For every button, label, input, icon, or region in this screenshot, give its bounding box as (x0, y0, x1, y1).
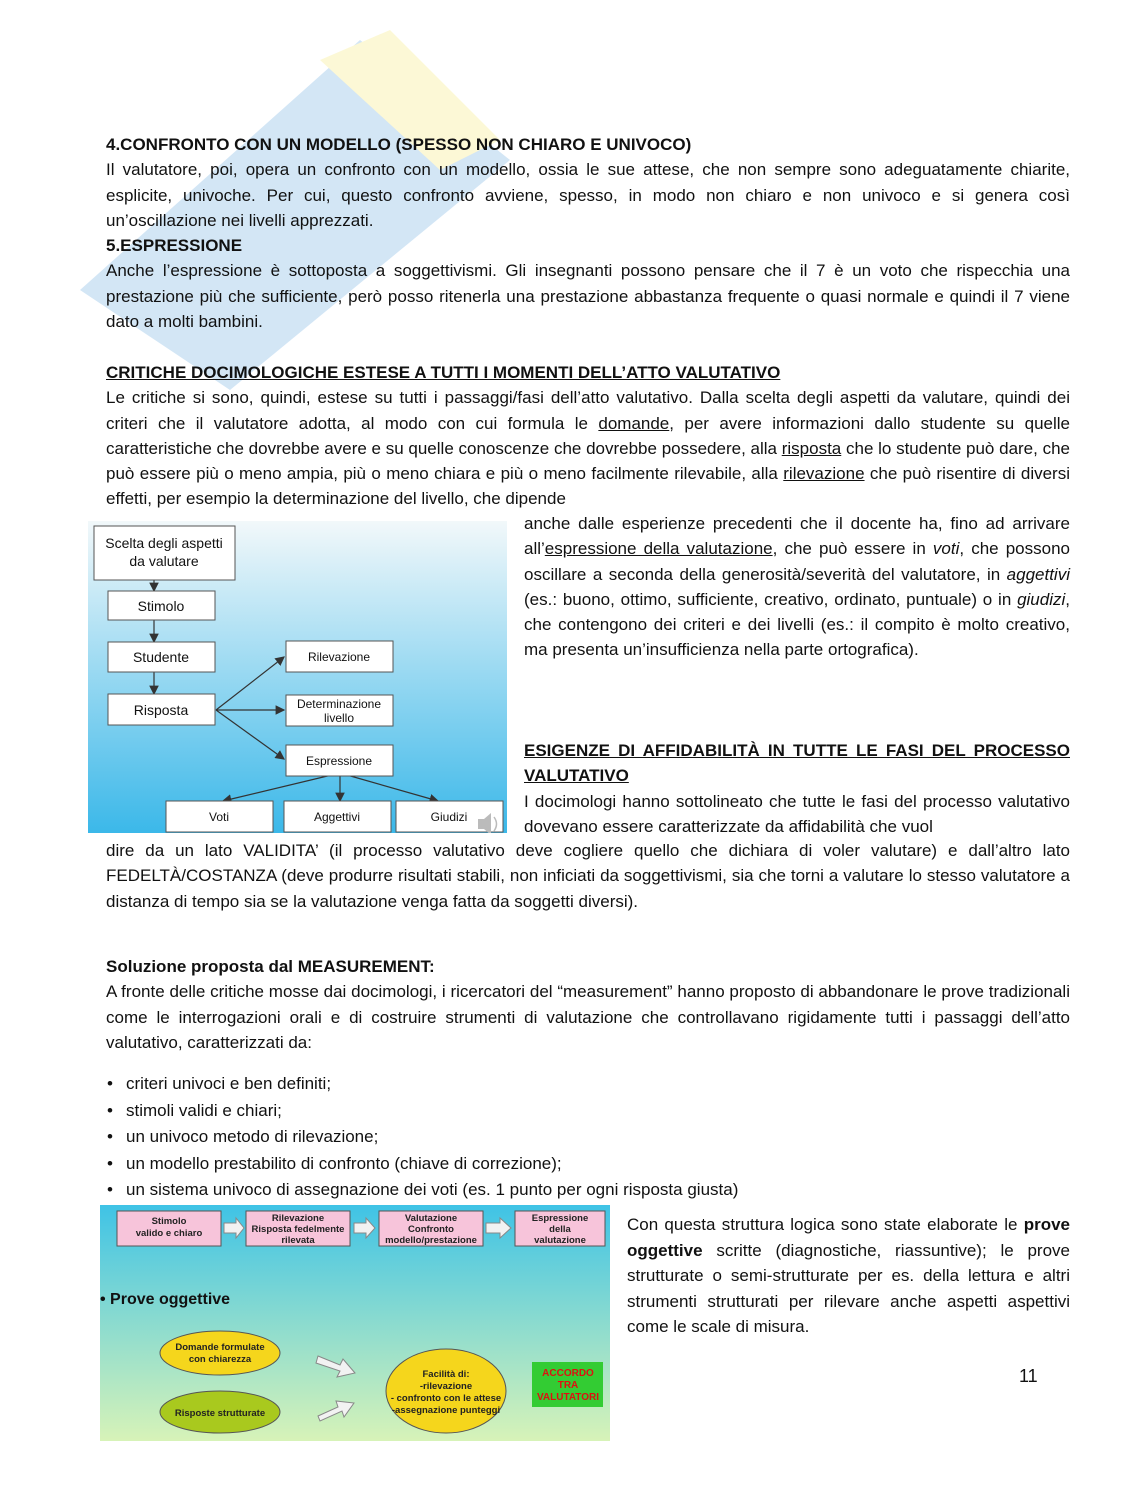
section4-heading: 4.CONFRONTO CON UN MODELLO (SPESSO NON CHIARO E UNIVOCO) (106, 135, 692, 154)
espressione-term: espressione della valutazione (544, 539, 773, 559)
label-aggettivi: Aggettivi (313, 810, 361, 824)
box4-line2: della (549, 1224, 571, 1235)
esigenze-continued (106, 838, 1070, 914)
box1-line2: valido e chiaro (135, 1228, 203, 1239)
giudizi-term: giudizi (1017, 589, 1066, 609)
section5-heading: 5.ESPRESSIONE (106, 236, 243, 256)
diagram-valutazione-fasi (88, 521, 507, 833)
label-voti: Voti (208, 810, 230, 824)
measurement-heading: Soluzione proposta dal MEASUREMENT: (106, 957, 435, 976)
box3-line2: Confronto (408, 1224, 454, 1235)
prove-oggettive-title: • Prove oggettive (100, 1291, 231, 1308)
box3-line3: modello/prestazione (385, 1235, 477, 1246)
list-item: • un sistema univoco di assegnazione dei voti (es. 1 punto per ogni risposta giusta) (106, 1177, 738, 1204)
measurement-text: A fronte delle critiche mosse dai docimologi, i ricercatori del “measurement” hanno proposto di abbandonare le prove tradizionali come le interrogazioni orali e di costruire strumenti di valutazione che controllavano rigidamente tutti i passaggi dell’atto valutativo, caratterizzati da: (106, 982, 1070, 1052)
label-giudizi: Giudizi (430, 810, 468, 824)
oval3-line3: - confronto con le attese (390, 1393, 502, 1404)
domande-term: domande (598, 413, 670, 433)
critiche-continued (524, 511, 1070, 663)
list-item: • un modello prestabilito di confronto (chiave di correzione); (106, 1151, 738, 1178)
esigenze-heading: ESIGENZE DI AFFIDABILITÀ IN TUTTE LE FASI DEL PROCESSO VALUTATIVO (524, 741, 1070, 786)
diagram-prove-oggettive (100, 1205, 610, 1441)
esigenze-wrap-text: I docimologi hanno sottolineato che tutte le fasi del processo valutativo dovevano essere caratterizzate da affidabilità che vuol (524, 791, 1070, 836)
measurement-bullet-list (106, 1071, 738, 1204)
side2-paragraph: Con questa struttura logica sono state elaborate le prove oggettive scritte (diagnostiche, riassuntive); le prove strutturate o semi-strutturate per es. della lettura e altri strumenti strutturati per rilevare anche aspetti aspettivi come le scale di misura. (627, 1215, 1070, 1336)
label-studente: Studente (132, 649, 190, 665)
section4-text: Il valutatore, poi, opera un confronto con un modello, ossia le sue attese, che non sempre sono adeguatamente chiarite, esplicite, univoche. Per cui, questo confronto avviene, spesso, in modo non chiaro e non univoco e si genera così un’oscillazione nei livelli apprezzati. (106, 160, 1070, 230)
critiche-section (106, 360, 1070, 512)
aggettivi-term: aggettivi (1006, 564, 1070, 584)
box2-line3: rilevata (281, 1235, 315, 1246)
page-number: 11 (1019, 1366, 1038, 1386)
measurement-section (106, 954, 1070, 1055)
oval3-line4: -assegnazione punteggi (391, 1405, 501, 1416)
list-item: • un univoco metodo di rilevazione; (106, 1124, 738, 1151)
box4-line3: valutazione (534, 1235, 586, 1246)
box1-line1: Stimolo (151, 1216, 187, 1227)
oval1-line1: Domande formulate (175, 1342, 265, 1353)
label-risposta: Risposta (133, 702, 189, 718)
prove-oggettive-text (627, 1212, 1070, 1340)
accordo-line1: ACCORDO (542, 1368, 594, 1379)
label-rilevazione: Rilevazione (307, 650, 371, 664)
accordo-line2: TRA (557, 1380, 579, 1391)
accordo-line3: VALUTATORI (536, 1392, 600, 1403)
label-scelta-2: da valutare (129, 553, 199, 569)
label-determinazione-2: livello (323, 711, 355, 725)
box2-line2: Risposta fedelmente (251, 1224, 345, 1235)
list-item: • stimoli validi e chiari; (106, 1098, 738, 1125)
box4-line1: Espressione (531, 1213, 589, 1224)
box3-line1: Valutazione (404, 1213, 458, 1224)
rilevazione-term: rilevazione (783, 464, 865, 484)
critiche-heading: CRITICHE DOCIMOLOGICHE ESTESE A TUTTI I MOMENTI DELL’ATTO VALUTATIVO (106, 363, 781, 382)
section5-text: Anche l’espressione è sottoposta a soggettivismi. Gli insegnanti possono pensare che il 7 è un voto che rispecchia una prestazione più che sufficiente, però posso ritenerla una prestazione abbastanza frequente o quasi normale e quindi il 7 viene dato a molti bambini. (106, 261, 1070, 332)
oval2-label: Risposte strutturate (174, 1408, 266, 1419)
oval-domande (160, 1331, 280, 1375)
list-item: • criteri univoci e ben definiti; (106, 1071, 738, 1098)
esigenze-text: dire da un lato VALIDITA’ (il processo valutativo deve cogliere quello che dichiara di voler valutare) e dall’altro lato FEDELTÀ/COSTANZA (deve produrre risultati stabili, non inficiati da soggettivismi, sia che torni a valutare lo stesso valutatore a distanza di tempo sia se la valutazione venga fatta da soggetti diversi). (106, 841, 1070, 911)
esigenze-section (524, 738, 1070, 839)
voti-term: voti (932, 539, 960, 559)
section-4-5 (106, 132, 1070, 334)
prove-oggettive-bold: prove oggettive (627, 1215, 1070, 1260)
label-espressione: Espressione (305, 754, 373, 768)
critiche-paragraph: Le critiche si sono, quindi, estese su tutti i passaggi/fasi dell’atto valutativo. Dalla scelta degli aspetti da valutare, quindi dei criteri che il valutatore adotta, al modo con cui formula le domande, per avere informazioni dallo studente su quelle caratteristiche che dovrebbe avere e su quelle conoscenze che dovrebbe possedere, alla risposta che lo studente può dare, che può essere più o meno ampia, più o meno chiara e più o meno facilmente rilevabile, alla rilevazione che può risentire di diversi effetti, per esempio la determinazione del livello, che dipende (106, 388, 1070, 509)
label-stimolo: Stimolo (137, 598, 185, 614)
risposta-term: risposta (781, 438, 842, 458)
oval3-line1: Facilità di: (422, 1369, 470, 1380)
label-determinazione-1: Determinazione (296, 697, 382, 711)
oval1-line2: con chiarezza (188, 1354, 252, 1365)
label-scelta-1: Scelta degli aspetti (105, 535, 223, 551)
critiche-wrap-paragraph: anche dalle esperienze precedenti che il docente ha, fino ad arrivare all’espressione della valutazione, che può essere in voti, che possono oscillare a seconda della generosità/severità del valutatore, in aggettivi (es.: buono, ottimo, sufficiente, creativo, ordinato, puntuale) o in giudizi, che contengono dei criteri e dei livelli (es.: il compito è molto creativo, ma presenta un’insufficienza nella parte ortografica). (524, 514, 1070, 660)
box2-line1: Rilevazione (271, 1213, 325, 1224)
oval3-line2: -rilevazione (419, 1381, 473, 1392)
